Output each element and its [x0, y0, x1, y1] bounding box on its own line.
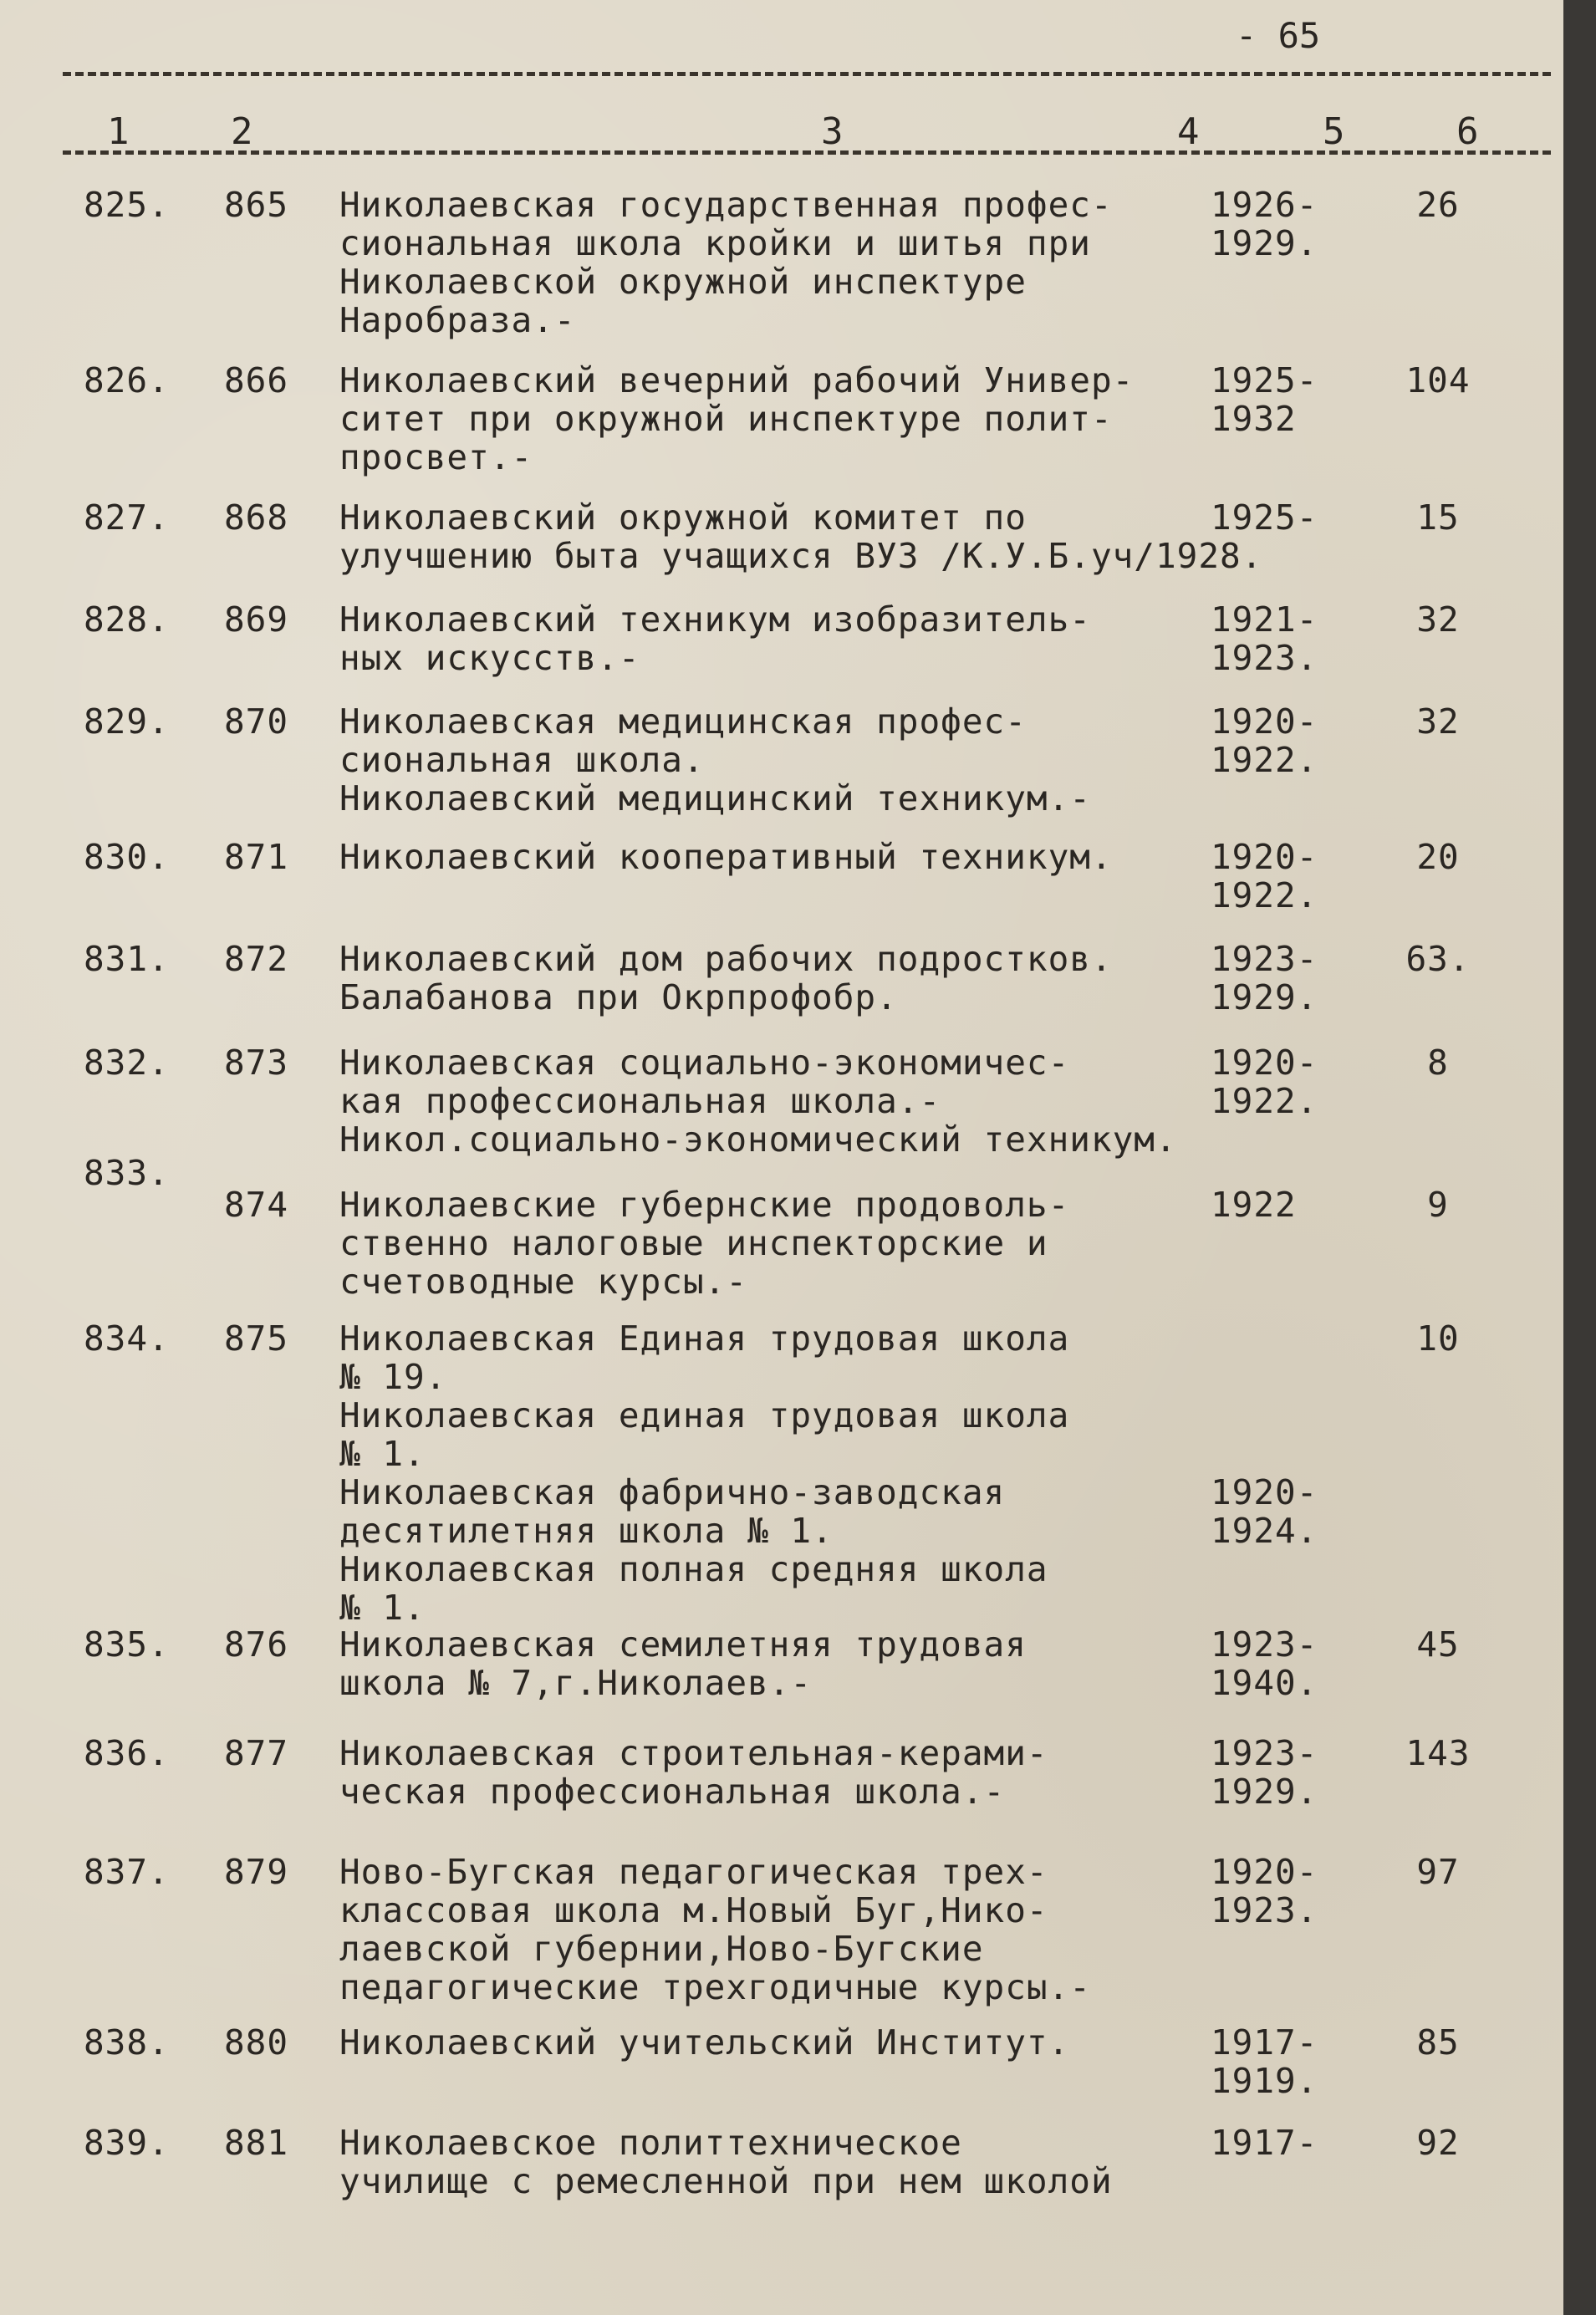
description-line: ческая профессиональная школа.-: [339, 1772, 1006, 1812]
description-line: Николаевская семилетняя трудовая: [339, 1624, 1027, 1665]
description-line: кая профессиональная школа.-: [339, 1081, 941, 1121]
date-range: [1211, 1186, 1353, 1224]
date-line: 1922.: [1211, 875, 1318, 915]
description-line: счетоводные курсы.-: [339, 1262, 747, 1302]
fund-number: 869: [224, 599, 289, 640]
date-line: [1211, 1319, 1353, 1358]
column-number-2: 2: [231, 110, 253, 153]
date-line: 1929.: [1211, 1772, 1318, 1812]
date-line: 1923-: [1211, 939, 1318, 979]
description-line: лаевской губернии,Ново-Бугские: [339, 1929, 984, 1969]
fund-number: 866: [224, 360, 289, 400]
description-line: Балабанова при Окрпрофобр.: [339, 977, 898, 1017]
description-line: Николаевский вечерний рабочий Универ-: [339, 360, 1135, 400]
date-line: [1211, 1358, 1353, 1396]
date-line: 1923.: [1211, 1890, 1318, 1930]
description-line: Николаевская полная средняя школа: [339, 1549, 1048, 1589]
date-range: [1211, 361, 1353, 438]
description: [339, 600, 1201, 677]
description: [339, 1043, 1201, 1159]
date-line: [1211, 1396, 1353, 1435]
date-line: 1923-: [1211, 1733, 1318, 1773]
date-line: 1920-: [1211, 1043, 1318, 1083]
date-line: 1920-: [1211, 1472, 1318, 1512]
description-line: Ново-Бугская педагогическая трех-: [339, 1852, 1048, 1892]
description-line: Николаевская медицинская профес-: [339, 701, 1027, 742]
fund-number: 877: [224, 1733, 289, 1773]
fund-number: 871: [224, 837, 289, 877]
item-count: 32: [1416, 599, 1460, 640]
description: [339, 838, 1201, 876]
entry-number: 829.: [84, 701, 170, 742]
date-line: 1929.: [1211, 223, 1318, 263]
entry-number: 828.: [84, 599, 170, 640]
fund-number: 865: [224, 185, 289, 225]
description: [339, 1186, 1201, 1301]
top-dashed-rule: [63, 72, 1551, 76]
fund-number: 880: [224, 2022, 289, 2063]
description-line: Никол.социально-экономический техникум.: [339, 1119, 1177, 1160]
description-line: № 19.: [339, 1357, 447, 1397]
description-line: улучшению быта учащихся ВУЗ /К.У.Б.уч/1928.: [339, 536, 1263, 576]
date-range: [1211, 498, 1353, 537]
date-line: 1924.: [1211, 1511, 1318, 1551]
description: [339, 1853, 1201, 2007]
date-line: 1922.: [1211, 740, 1318, 780]
item-count: 92: [1416, 2123, 1460, 2163]
description-line: Николаевская фабрично-заводская: [339, 1472, 1006, 1512]
column-number-6: 6: [1456, 110, 1479, 153]
description-line: Николаевская Единая трудовая школа: [339, 1318, 1070, 1359]
description-line: Николаевская социально-экономичес-: [339, 1043, 1070, 1083]
item-count: 143: [1405, 1733, 1471, 1773]
date-range: [1211, 1734, 1353, 1811]
date-line: 1929.: [1211, 977, 1318, 1017]
item-count: 9: [1427, 1185, 1449, 1225]
description-line: ситет при окружной инспектуре полит-: [339, 399, 1113, 439]
item-count: 8: [1427, 1043, 1449, 1083]
column-number-5: 5: [1323, 110, 1345, 153]
item-count: 63.: [1405, 939, 1471, 979]
date-line: 1932: [1211, 399, 1297, 439]
fund-number: 876: [224, 1624, 289, 1665]
date-line: 1923-: [1211, 1624, 1318, 1665]
entry-number: 836.: [84, 1733, 170, 1773]
description: [339, 940, 1201, 1017]
date-range: [1211, 1625, 1353, 1702]
date-line: 1919.: [1211, 2061, 1318, 2101]
date-range: [1211, 2023, 1353, 2100]
scan-edge: [1563, 0, 1596, 2315]
entry-number: 839.: [84, 2123, 170, 2163]
item-count: 97: [1416, 1852, 1460, 1892]
entry-number: 831.: [84, 939, 170, 979]
description-line: училище с ремесленной при нем школой: [339, 2161, 1113, 2201]
description: [339, 2023, 1201, 2062]
date-line: 1925-: [1211, 497, 1318, 538]
item-count: 20: [1416, 837, 1460, 877]
date-range: [1211, 1043, 1353, 1120]
description-line: Николаевский медицинский техникум.-: [339, 778, 1091, 818]
fund-number: 881: [224, 2123, 289, 2163]
entry-number: 835.: [84, 1624, 170, 1665]
fund-number: 872: [224, 939, 289, 979]
item-count: 26: [1416, 185, 1460, 225]
date-range: [1211, 1319, 1353, 1550]
date-line: 1926-: [1211, 185, 1318, 225]
description-line: Николаевский учительский Институт.: [339, 2022, 1070, 2063]
item-count: 85: [1416, 2022, 1460, 2063]
description-line: Николаевское политтехническое: [339, 2123, 962, 2163]
description: [339, 497, 1263, 576]
description-line: педагогические трехгодичные курсы.-: [339, 1967, 1091, 2007]
date-line: 1917-: [1211, 2123, 1318, 2163]
description: [339, 2124, 1201, 2200]
description-line: Николаевский кооперативный техникум.: [339, 837, 1113, 877]
entry-number: 827.: [84, 497, 170, 538]
date-line: 1923.: [1211, 638, 1318, 678]
description-line: ных искусств.-: [339, 638, 640, 678]
description-line: школа № 7,г.Николаев.-: [339, 1663, 813, 1703]
description-line: Николаевская единая трудовая школа: [339, 1395, 1070, 1435]
description-line: Наробраза.-: [339, 300, 576, 340]
date-range: [1211, 940, 1353, 1017]
description-line: Николаевский окружной комитет по: [339, 497, 1027, 538]
description-line: № 1.: [339, 1588, 426, 1628]
description-line: № 1.: [339, 1434, 426, 1474]
description: [339, 1734, 1201, 1811]
entry-number: 833.: [84, 1153, 170, 1193]
description: [339, 1625, 1201, 1702]
date-range: [1211, 2124, 1353, 2162]
date-line: [1211, 1435, 1353, 1473]
description-line: просвет.-: [339, 437, 533, 477]
description-line: Николаевская строительная-керами-: [339, 1733, 1048, 1773]
date-line: 1922: [1211, 1185, 1297, 1225]
item-count: 15: [1416, 497, 1460, 538]
entry-number: 832.: [84, 1043, 170, 1083]
item-count: 10: [1416, 1318, 1460, 1359]
date-line: 1922.: [1211, 1081, 1318, 1121]
entry-number: 825.: [84, 185, 170, 225]
date-range: [1211, 600, 1353, 677]
date-line: 1940.: [1211, 1663, 1318, 1703]
fund-number: 868: [224, 497, 289, 538]
column-number-3: 3: [821, 110, 844, 153]
item-count: 32: [1416, 701, 1460, 742]
description: [339, 186, 1201, 339]
date-range: [1211, 1853, 1353, 1930]
fund-number: 874: [224, 1185, 289, 1225]
description-line: Николаевской окружной инспектуре: [339, 262, 1027, 302]
item-count: 45: [1416, 1624, 1460, 1665]
date-line: 1917-: [1211, 2022, 1318, 2063]
description: [339, 361, 1201, 477]
item-count: 104: [1405, 360, 1471, 400]
fund-number: 873: [224, 1043, 289, 1083]
description-line: десятилетняя школа № 1.: [339, 1511, 834, 1551]
date-line: 1920-: [1211, 1852, 1318, 1892]
description-line: Николаевская государственная профес-: [339, 185, 1113, 225]
date-line: 1920-: [1211, 701, 1318, 742]
column-number-4: 4: [1177, 110, 1200, 153]
description-line: классовая школа м.Новый Буг,Нико-: [339, 1890, 1048, 1930]
date-line: 1921-: [1211, 599, 1318, 640]
date-range: [1211, 702, 1353, 779]
entry-number: 830.: [84, 837, 170, 877]
fund-number: 870: [224, 701, 289, 742]
date-range: [1211, 186, 1353, 263]
fund-number: 879: [224, 1852, 289, 1892]
description-line: ственно налоговые инспекторские и: [339, 1223, 1048, 1263]
description-line: Николаевский техникум изобразитель-: [339, 599, 1091, 640]
description-line: Николаевский дом рабочих подростков.: [339, 939, 1113, 979]
page-number: - 65: [1236, 15, 1321, 56]
fund-number: 875: [224, 1318, 289, 1359]
description: [339, 1319, 1201, 1627]
description-line: сиональная школа кройки и шитья при: [339, 223, 1091, 263]
date-line: 1920-: [1211, 837, 1318, 877]
description: [339, 702, 1201, 818]
entry-number: 837.: [84, 1852, 170, 1892]
entry-number: 826.: [84, 360, 170, 400]
column-number-1: 1: [107, 110, 130, 153]
entry-number: 838.: [84, 2022, 170, 2063]
date-range: [1211, 838, 1353, 915]
description-line: Николаевские губернские продоволь-: [339, 1185, 1070, 1225]
entry-number: 834.: [84, 1318, 170, 1359]
description-line: сиональная школа.: [339, 740, 705, 780]
date-line: 1925-: [1211, 360, 1318, 400]
